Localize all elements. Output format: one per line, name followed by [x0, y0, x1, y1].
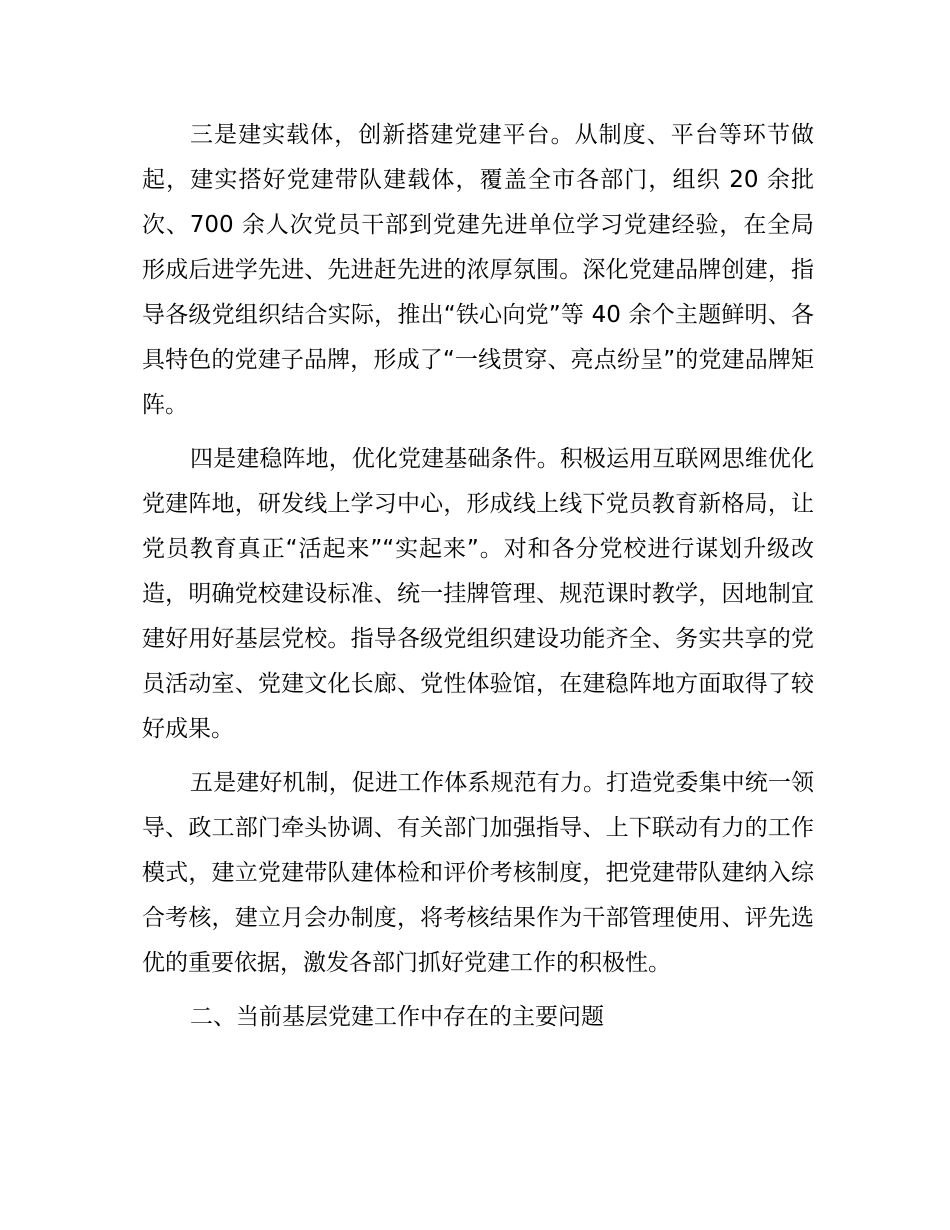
section-heading-problems: 二、当前基层党建工作中存在的主要问题 [190, 1004, 604, 1030]
document-body [142, 113, 814, 1049]
paragraph-five-mechanism: 五是建好机制，促进工作体系规范有力。打造党委集中统一领导、政工部门牵头协调、有关部门加强指导、上下联动有力的工作模式，建立党建带队建体检和评价考核制度，把党建带队建纳入综合考核，建立月会办制度，将考核结果作为干部管理使用、评先选优的重要依据，激发各部门抓好党建工作的积极性。 [142, 770, 814, 976]
paragraph-four-position: 四是建稳阵地，优化党建基础条件。积极运用互联网思维优化党建阵地，研发线上学习中心，形成线上线下党员教育新格局，让党员教育真正“活起来”“实起来”。对和各分党校进行谋划升级改造，明确党校建设标准、统一挂牌管理、规范课时教学，因地制宜建好用好基层党校。指导各级党组织建设功能齐全、务实共享的党员活动室、党建文化长廊、党性体验馆，在建稳阵地方面取得了较好成果。 [142, 446, 814, 742]
paragraph-three-carrier: 三是建实载体，创新搭建党建平台。从制度、平台等环节做起，建实搭好党建带队建载体，覆盖全市各部门，组织 20 余批次、700 余人次党员干部到党建先进单位学习党建经验，在全局形成后进学先进、先进赶先进的浓厚氛围。深化党建品牌创建，指导各级党组织结合实际，推出“铁心向党”等 40 余个主题鲜明、各具特色的党建子品牌，形成了“一线贯穿、亮点纷呈”的党建品牌矩阵。 [142, 122, 814, 418]
